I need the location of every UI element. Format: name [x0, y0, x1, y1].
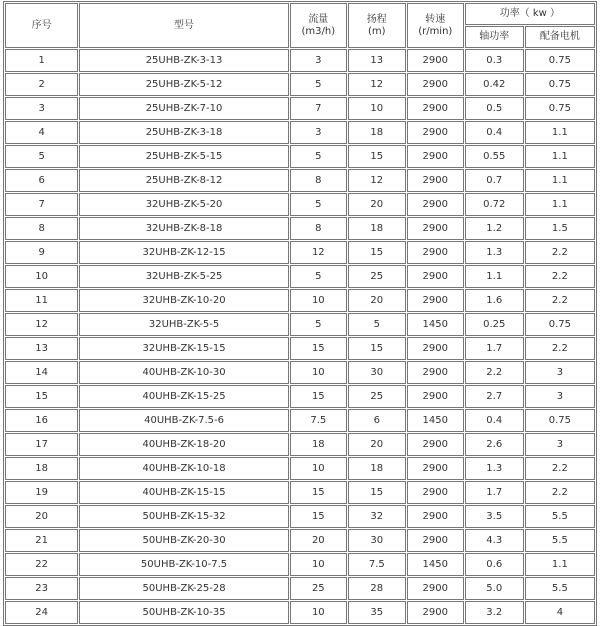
- header-head-unit: (m): [368, 25, 386, 37]
- cell-speed: 1450: [407, 553, 464, 576]
- cell-model: 32UHB-ZK-12-15: [79, 241, 289, 264]
- cell-motor: 2.2: [525, 265, 595, 288]
- header-shaft-power: 轴功率: [465, 26, 524, 48]
- cell-motor: 1.1: [525, 553, 595, 576]
- cell-shaft-power: 0.42: [465, 73, 524, 96]
- table-row: [5, 289, 595, 312]
- cell-motor: 3: [525, 385, 595, 408]
- cell-speed: 2900: [407, 289, 464, 312]
- cell-speed: 2900: [407, 505, 464, 528]
- header-head: [348, 3, 406, 48]
- table-row: [5, 409, 595, 432]
- header-speed: [407, 3, 464, 48]
- cell-speed: 2900: [407, 169, 464, 192]
- cell-speed: 1450: [407, 313, 464, 336]
- cell-seq: 7: [5, 193, 78, 216]
- header-seq: 序号: [5, 3, 78, 48]
- table-row: [5, 265, 595, 288]
- cell-head: 18: [348, 121, 406, 144]
- cell-motor: 1.1: [525, 193, 595, 216]
- cell-shaft-power: 1.6: [465, 289, 524, 312]
- cell-shaft-power: 2.7: [465, 385, 524, 408]
- cell-model: 25UHB-ZK-3-13: [79, 49, 289, 72]
- header-motor: 配备电机: [525, 26, 595, 48]
- cell-flow: 5: [290, 145, 347, 168]
- cell-shaft-power: 0.4: [465, 409, 524, 432]
- cell-shaft-power: 1.1: [465, 265, 524, 288]
- table-row: [5, 49, 595, 72]
- cell-model: 50UHB-ZK-10-35: [79, 601, 289, 624]
- table-row: [5, 385, 595, 408]
- cell-seq: 16: [5, 409, 78, 432]
- cell-flow: 20: [290, 529, 347, 552]
- cell-flow: 7.5: [290, 409, 347, 432]
- cell-seq: 11: [5, 289, 78, 312]
- cell-flow: 10: [290, 553, 347, 576]
- cell-flow: 5: [290, 193, 347, 216]
- cell-model: 32UHB-ZK-15-15: [79, 337, 289, 360]
- cell-seq: 15: [5, 385, 78, 408]
- cell-model: 25UHB-ZK-5-12: [79, 73, 289, 96]
- cell-model: 50UHB-ZK-10-7.5: [79, 553, 289, 576]
- cell-head: 20: [348, 193, 406, 216]
- cell-flow: 15: [290, 385, 347, 408]
- cell-seq: 10: [5, 265, 78, 288]
- cell-speed: 2900: [407, 457, 464, 480]
- cell-head: 28: [348, 577, 406, 600]
- cell-motor: 5.5: [525, 529, 595, 552]
- cell-seq: 3: [5, 97, 78, 120]
- cell-head: 30: [348, 361, 406, 384]
- cell-model: 40UHB-ZK-10-18: [79, 457, 289, 480]
- cell-head: 18: [348, 217, 406, 240]
- cell-speed: 2900: [407, 337, 464, 360]
- cell-shaft-power: 0.3: [465, 49, 524, 72]
- table-row: [5, 553, 595, 576]
- cell-flow: 5: [290, 265, 347, 288]
- table-row: [5, 121, 595, 144]
- cell-head: 30: [348, 529, 406, 552]
- cell-speed: 2900: [407, 433, 464, 456]
- cell-seq: 5: [5, 145, 78, 168]
- cell-shaft-power: 3.5: [465, 505, 524, 528]
- cell-speed: 2900: [407, 49, 464, 72]
- cell-shaft-power: 2.2: [465, 361, 524, 384]
- cell-seq: 13: [5, 337, 78, 360]
- cell-head: 12: [348, 73, 406, 96]
- cell-motor: 3: [525, 361, 595, 384]
- cell-model: 25UHB-ZK-3-18: [79, 121, 289, 144]
- cell-motor: 0.75: [525, 313, 595, 336]
- cell-shaft-power: 2.6: [465, 433, 524, 456]
- cell-shaft-power: 0.55: [465, 145, 524, 168]
- cell-flow: 10: [290, 289, 347, 312]
- cell-model: 50UHB-ZK-20-30: [79, 529, 289, 552]
- cell-shaft-power: 0.25: [465, 313, 524, 336]
- cell-head: 13: [348, 49, 406, 72]
- header-flow: [290, 3, 347, 48]
- cell-motor: 3: [525, 433, 595, 456]
- cell-shaft-power: 4.3: [465, 529, 524, 552]
- cell-seq: 17: [5, 433, 78, 456]
- header-flow-unit: (m3/h): [301, 25, 336, 37]
- cell-model: 32UHB-ZK-5-5: [79, 313, 289, 336]
- cell-seq: 23: [5, 577, 78, 600]
- cell-shaft-power: 1.3: [465, 241, 524, 264]
- cell-head: 15: [348, 337, 406, 360]
- cell-motor: 0.75: [525, 49, 595, 72]
- cell-flow: 8: [290, 217, 347, 240]
- cell-speed: 1450: [407, 409, 464, 432]
- cell-motor: 2.2: [525, 481, 595, 504]
- cell-speed: 2900: [407, 73, 464, 96]
- cell-speed: 2900: [407, 241, 464, 264]
- cell-speed: 2900: [407, 145, 464, 168]
- cell-seq: 14: [5, 361, 78, 384]
- cell-speed: 2900: [407, 217, 464, 240]
- cell-model: 25UHB-ZK-8-12: [79, 169, 289, 192]
- cell-shaft-power: 1.7: [465, 337, 524, 360]
- cell-speed: 2900: [407, 265, 464, 288]
- cell-seq: 9: [5, 241, 78, 264]
- cell-flow: 12: [290, 241, 347, 264]
- cell-head: 5: [348, 313, 406, 336]
- cell-flow: 5: [290, 313, 347, 336]
- cell-speed: 2900: [407, 577, 464, 600]
- cell-head: 12: [348, 169, 406, 192]
- cell-speed: 2900: [407, 121, 464, 144]
- cell-head: 7.5: [348, 553, 406, 576]
- cell-speed: 2900: [407, 529, 464, 552]
- cell-flow: 10: [290, 601, 347, 624]
- cell-motor: 1.1: [525, 145, 595, 168]
- cell-seq: 4: [5, 121, 78, 144]
- cell-shaft-power: 3.2: [465, 601, 524, 624]
- table-row: [5, 97, 595, 120]
- header-speed-label: 转速: [425, 13, 446, 25]
- table-row: [5, 241, 595, 264]
- cell-speed: 2900: [407, 193, 464, 216]
- cell-seq: 20: [5, 505, 78, 528]
- cell-flow: 18: [290, 433, 347, 456]
- cell-head: 20: [348, 433, 406, 456]
- table-row: [5, 529, 595, 552]
- cell-shaft-power: 1.3: [465, 457, 524, 480]
- cell-head: 35: [348, 601, 406, 624]
- cell-speed: 2900: [407, 385, 464, 408]
- cell-flow: 15: [290, 505, 347, 528]
- table-row: [5, 457, 595, 480]
- cell-motor: 5.5: [525, 577, 595, 600]
- cell-model: 50UHB-ZK-25-28: [79, 577, 289, 600]
- cell-motor: 1.1: [525, 121, 595, 144]
- cell-seq: 24: [5, 601, 78, 624]
- cell-seq: 1: [5, 49, 78, 72]
- cell-flow: 5: [290, 73, 347, 96]
- cell-model: 40UHB-ZK-15-25: [79, 385, 289, 408]
- table-row: [5, 433, 595, 456]
- header-power: 功率（ kw ）: [465, 3, 595, 25]
- cell-motor: 2.2: [525, 241, 595, 264]
- cell-seq: 18: [5, 457, 78, 480]
- cell-shaft-power: 0.72: [465, 193, 524, 216]
- table-row: [5, 145, 595, 168]
- cell-head: 20: [348, 289, 406, 312]
- cell-model: 32UHB-ZK-5-20: [79, 193, 289, 216]
- table-row: [5, 169, 595, 192]
- cell-seq: 8: [5, 217, 78, 240]
- table-row: [5, 73, 595, 96]
- table-row: [5, 313, 595, 336]
- cell-flow: 15: [290, 481, 347, 504]
- cell-motor: 2.2: [525, 337, 595, 360]
- cell-head: 15: [348, 241, 406, 264]
- cell-motor: 0.75: [525, 73, 595, 96]
- cell-shaft-power: 1.7: [465, 481, 524, 504]
- cell-seq: 6: [5, 169, 78, 192]
- cell-seq: 2: [5, 73, 78, 96]
- pump-spec-table: [3, 1, 597, 626]
- header-speed-unit: (r/min): [418, 25, 453, 37]
- cell-head: 25: [348, 385, 406, 408]
- cell-head: 32: [348, 505, 406, 528]
- cell-head: 15: [348, 145, 406, 168]
- cell-motor: 2.2: [525, 289, 595, 312]
- header-head-label: 扬程: [366, 13, 387, 25]
- table-row: [5, 481, 595, 504]
- cell-model: 50UHB-ZK-15-32: [79, 505, 289, 528]
- cell-motor: 5.5: [525, 505, 595, 528]
- cell-flow: 7: [290, 97, 347, 120]
- cell-speed: 2900: [407, 481, 464, 504]
- cell-flow: 10: [290, 361, 347, 384]
- cell-flow: 8: [290, 169, 347, 192]
- cell-model: 40UHB-ZK-7.5-6: [79, 409, 289, 432]
- cell-seq: 22: [5, 553, 78, 576]
- cell-model: 25UHB-ZK-5-15: [79, 145, 289, 168]
- cell-flow: 25: [290, 577, 347, 600]
- cell-seq: 21: [5, 529, 78, 552]
- cell-speed: 2900: [407, 601, 464, 624]
- table-row: [5, 217, 595, 240]
- cell-shaft-power: 0.6: [465, 553, 524, 576]
- cell-head: 25: [348, 265, 406, 288]
- header-flow-label: 流量: [308, 13, 329, 25]
- cell-head: 15: [348, 481, 406, 504]
- cell-head: 18: [348, 457, 406, 480]
- cell-model: 40UHB-ZK-18-20: [79, 433, 289, 456]
- table-row: [5, 601, 595, 624]
- cell-flow: 3: [290, 49, 347, 72]
- cell-model: 25UHB-ZK-7-10: [79, 97, 289, 120]
- cell-head: 6: [348, 409, 406, 432]
- cell-shaft-power: 0.5: [465, 97, 524, 120]
- table-row: [5, 193, 595, 216]
- header-row-top: [5, 3, 595, 25]
- cell-motor: 1.1: [525, 169, 595, 192]
- cell-model: 32UHB-ZK-8-18: [79, 217, 289, 240]
- table-row: [5, 577, 595, 600]
- cell-model: 40UHB-ZK-15-15: [79, 481, 289, 504]
- cell-speed: 2900: [407, 361, 464, 384]
- cell-motor: 0.75: [525, 97, 595, 120]
- cell-flow: 15: [290, 337, 347, 360]
- cell-seq: 12: [5, 313, 78, 336]
- cell-shaft-power: 0.7: [465, 169, 524, 192]
- cell-motor: 0.75: [525, 409, 595, 432]
- cell-motor: 2.2: [525, 457, 595, 480]
- cell-seq: 19: [5, 481, 78, 504]
- table-row: [5, 505, 595, 528]
- cell-motor: 4: [525, 601, 595, 624]
- cell-head: 10: [348, 97, 406, 120]
- cell-shaft-power: 5.0: [465, 577, 524, 600]
- cell-flow: 10: [290, 457, 347, 480]
- cell-model: 40UHB-ZK-10-30: [79, 361, 289, 384]
- cell-model: 32UHB-ZK-10-20: [79, 289, 289, 312]
- cell-motor: 1.5: [525, 217, 595, 240]
- cell-flow: 3: [290, 121, 347, 144]
- cell-model: 32UHB-ZK-5-25: [79, 265, 289, 288]
- cell-shaft-power: 0.4: [465, 121, 524, 144]
- table-row: [5, 361, 595, 384]
- table-row: [5, 337, 595, 360]
- header-model: 型号: [79, 3, 289, 48]
- cell-speed: 2900: [407, 97, 464, 120]
- cell-shaft-power: 1.2: [465, 217, 524, 240]
